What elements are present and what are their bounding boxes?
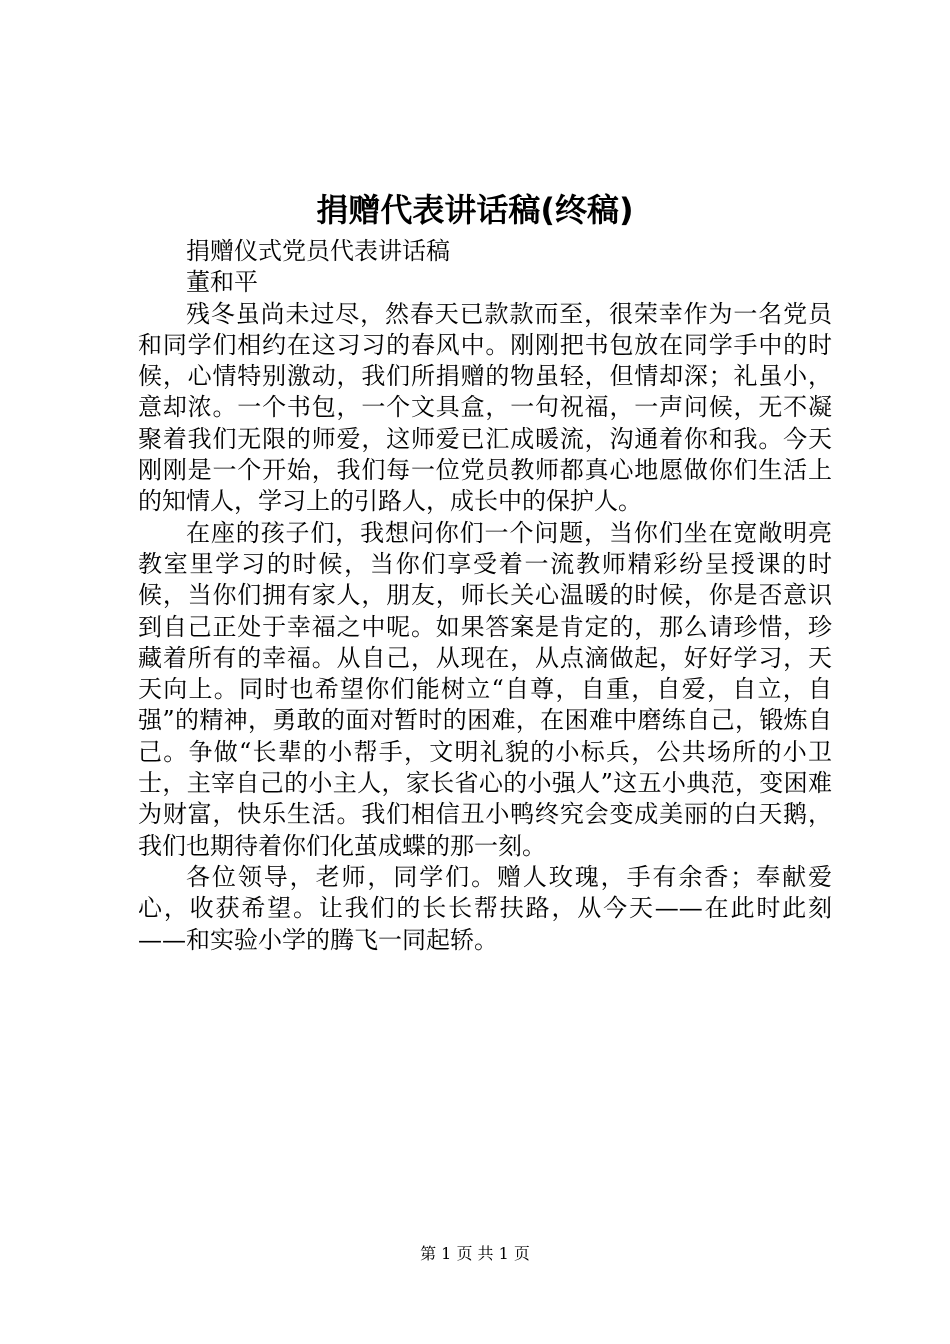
document-author: 董和平 xyxy=(186,268,258,297)
document-subtitle: 捐赠仪式党员代表讲话稿 xyxy=(186,237,450,265)
body-paragraph: 各位领导，老师，同学们。赠人玫瑰，手有余香；奉献爱心，收获希望。让我们的长长帮扶路，从今天——在此时此刻——和实验小学的腾飞一同起轿。 xyxy=(138,862,832,954)
body-paragraph: 在座的孩子们，我想问你们一个问题，当你们坐在宽敞明亮教室里学习的时候，当你们享受着一流教师精彩纷呈授课的时候，当你们拥有家人，朋友，师长关心温暖的时候，你是否意识到自己正处于幸福之中呢。如果答案是肯定的，那么请珍惜，珍藏着所有的幸福。从自己，从现在，从点滴做起，好好学习，天天向上。同时也希望你们能树立“自尊，自重，自爱，自立，自强”的精神，勇敢的面对暂时的困难，在困难中磨练自己，锻炼自己。争做“长辈的小帮手，文明礼貌的小标兵，公共场所的小卫士，主宰自己的小主人，家长省心的小强人”这五小典范，变困难为财富，快乐生活。我们相信丑小鸭终究会变成美丽的白天鹅，我们也期待着你们化茧成蝶的那一刻。 xyxy=(138,518,832,860)
document-title: 捐赠代表讲话稿(终稿) xyxy=(316,191,634,229)
body-paragraph: 残冬虽尚未过尽，然春天已款款而至，很荣幸作为一名党员和同学们相约在这习习的春风中。刚刚把书包放在同学手中的时候，心情特别激动，我们所捐赠的物虽轻，但情却深；礼虽小，意却浓。一个书包，一个文具盒，一句祝福，一声问候，无不凝聚着我们无限的师爱，这师爱已汇成暖流，沟通着你和我。今天刚刚是一个开始，我们每一位党员教师都真心地愿做你们生活上的知情人，学习上的引路人，成长中的保护人。 xyxy=(138,299,832,516)
page-footer: 第 1 页 共 1 页 xyxy=(420,1244,530,1263)
document-body xyxy=(138,236,832,956)
